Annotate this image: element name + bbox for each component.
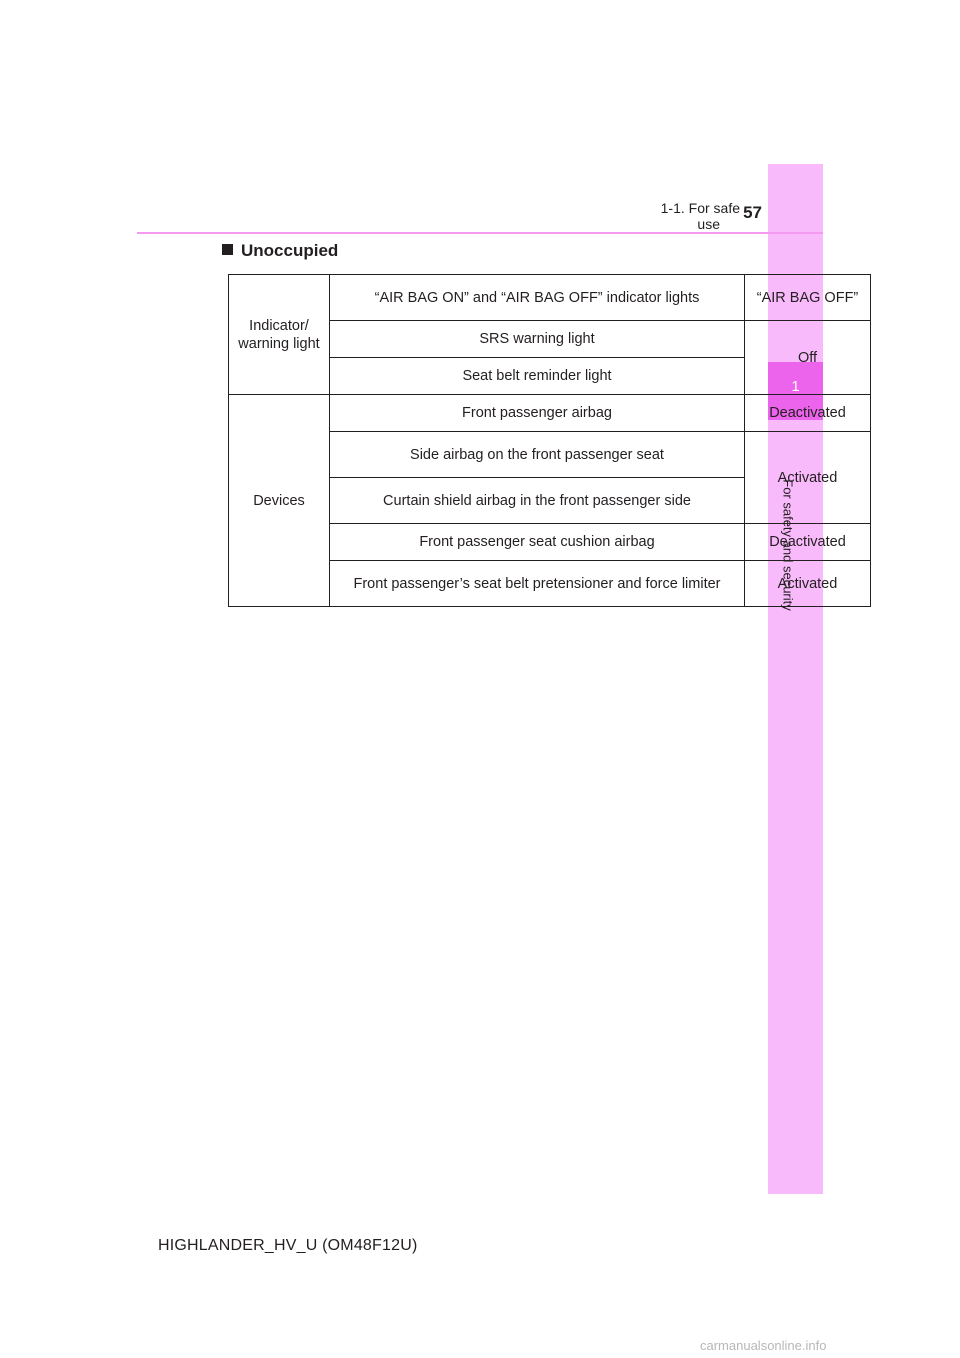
item-cell: Front passenger seat cushion airbag bbox=[330, 524, 745, 561]
heading-text: Unoccupied bbox=[241, 241, 339, 260]
airbag-status-table bbox=[228, 274, 871, 607]
item-cell: SRS warning light bbox=[330, 321, 745, 358]
item-cell: Curtain shield airbag in the front passenger side bbox=[330, 478, 745, 524]
section-heading bbox=[222, 241, 338, 261]
devices-group-cell: Devices bbox=[229, 395, 330, 607]
status-cell: Deactivated bbox=[745, 524, 871, 561]
header-rule bbox=[137, 232, 823, 234]
indicator-group-label: Indicator/ warning light bbox=[238, 317, 320, 352]
square-bullet-icon bbox=[222, 244, 233, 255]
status-cell: Deactivated bbox=[745, 395, 871, 432]
chapter-title: For safety and security bbox=[780, 479, 796, 611]
indicator-group-cell bbox=[229, 275, 330, 395]
item-cell: Front passenger’s seat belt pretensioner and force limiter bbox=[330, 561, 745, 607]
item-cell: Seat belt reminder light bbox=[330, 358, 745, 395]
document-footer: HIGHLANDER_HV_U (OM48F12U) bbox=[158, 1237, 418, 1254]
status-cell: “AIR BAG OFF” bbox=[745, 275, 871, 321]
status-cell: Off bbox=[745, 321, 871, 395]
table-row bbox=[229, 395, 871, 432]
status-cell: Activated bbox=[745, 432, 871, 524]
item-cell: Front passenger airbag bbox=[330, 395, 745, 432]
watermark: carmanualsonline.info bbox=[700, 1338, 827, 1353]
table-row bbox=[229, 275, 871, 321]
item-cell: Side airbag on the front passenger seat bbox=[330, 432, 745, 478]
section-title: 1-1. For safe use bbox=[660, 200, 740, 232]
chapter-number: 1 bbox=[791, 378, 800, 395]
page-number: 57 bbox=[743, 203, 762, 222]
item-cell: “AIR BAG ON” and “AIR BAG OFF” indicator lights bbox=[330, 275, 745, 321]
status-cell: Activated bbox=[745, 561, 871, 607]
